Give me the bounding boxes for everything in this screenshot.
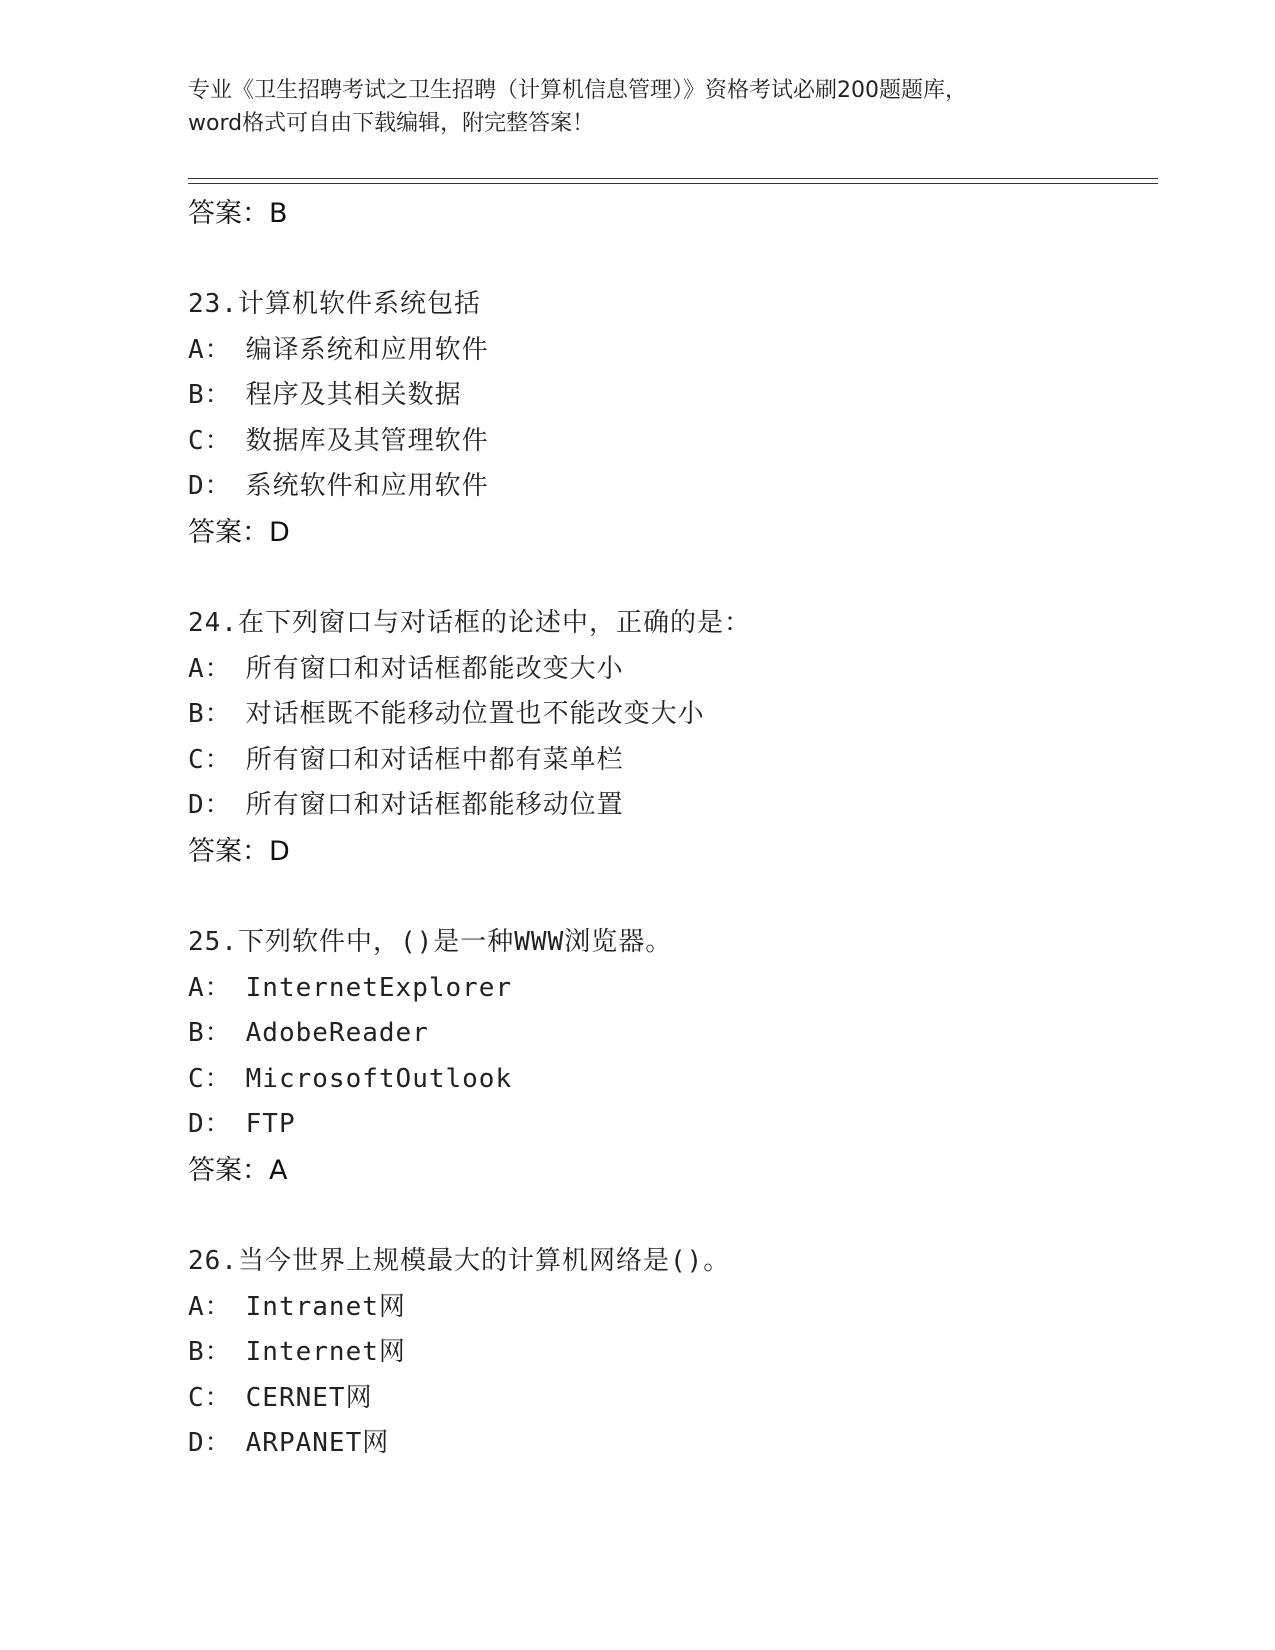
option-text: AdobeReader bbox=[245, 1018, 429, 1049]
option-text: 所有窗口和对话框中都有菜单栏 bbox=[245, 744, 624, 775]
option-letter: B： bbox=[188, 699, 232, 730]
answer-line-prev: 答案：B bbox=[188, 198, 288, 229]
option-text: Internet网 bbox=[245, 1337, 406, 1368]
question-23-option-b bbox=[188, 373, 1148, 419]
header-title-line-1: 专业《卫生招聘考试之卫生招聘（计算机信息管理）》资格考试必刷200题题库， bbox=[188, 78, 967, 103]
option-letter: C： bbox=[188, 1063, 232, 1094]
option-letter: A： bbox=[188, 972, 232, 1003]
question-24-option-b bbox=[188, 692, 1148, 738]
page-header bbox=[188, 74, 1088, 140]
question-26-option-d bbox=[188, 1421, 1148, 1467]
option-letter: C： bbox=[188, 1382, 232, 1413]
option-text: 所有窗口和对话框都能移动位置 bbox=[245, 790, 624, 821]
option-text: 程序及其相关数据 bbox=[245, 380, 462, 411]
spacer bbox=[188, 555, 1148, 601]
question-26-stem: 26.当今世界上规模最大的计算机网络是()。 bbox=[188, 1245, 731, 1276]
option-letter: B： bbox=[188, 380, 232, 411]
spacer bbox=[188, 874, 1148, 920]
option-text: 数据库及其管理软件 bbox=[245, 425, 489, 456]
option-text: CERNET网 bbox=[245, 1382, 373, 1413]
question-25-option-c bbox=[188, 1057, 1148, 1103]
spacer bbox=[188, 236, 1148, 282]
option-letter: B： bbox=[188, 1337, 232, 1368]
option-text: 系统软件和应用软件 bbox=[245, 471, 489, 502]
question-25-answer: 答案：A bbox=[188, 1154, 288, 1186]
question-24-option-a bbox=[188, 647, 1148, 693]
question-23-answer: 答案：D bbox=[188, 516, 290, 548]
question-24-answer: 答案：D bbox=[188, 835, 290, 867]
option-letter: A： bbox=[188, 653, 232, 684]
question-23-option-d bbox=[188, 464, 1148, 510]
header-divider-top bbox=[188, 178, 1158, 179]
question-26-option-c bbox=[188, 1376, 1148, 1422]
question-25-option-b bbox=[188, 1011, 1148, 1057]
question-23-stem: 23.计算机软件系统包括 bbox=[188, 289, 481, 319]
option-letter: D： bbox=[188, 1428, 232, 1459]
question-24-stem: 24.在下列窗口与对话框的论述中，正确的是： bbox=[188, 607, 751, 638]
header-title-line-2: word格式可自由下载编辑，附完整答案！ bbox=[188, 111, 595, 136]
option-text: 所有窗口和对话框都能改变大小 bbox=[245, 653, 624, 684]
option-letter: D： bbox=[188, 471, 232, 502]
question-24-option-d bbox=[188, 783, 1148, 829]
option-letter: C： bbox=[188, 744, 232, 775]
option-text: ARPANET网 bbox=[245, 1428, 390, 1459]
option-letter: A： bbox=[188, 334, 232, 365]
question-26-option-b bbox=[188, 1330, 1148, 1376]
spacer bbox=[188, 1193, 1148, 1239]
option-text: FTP bbox=[245, 1109, 296, 1140]
question-23-option-c bbox=[188, 419, 1148, 465]
header-divider-bottom bbox=[188, 183, 1158, 184]
option-text: MicrosoftOutlook bbox=[245, 1063, 513, 1094]
option-letter: C： bbox=[188, 425, 232, 456]
question-23-option-a bbox=[188, 328, 1148, 374]
question-list bbox=[188, 191, 1148, 1467]
option-letter: B： bbox=[188, 1018, 232, 1049]
question-24-option-c bbox=[188, 738, 1148, 784]
option-letter: D： bbox=[188, 790, 232, 821]
option-text: 对话框既不能移动位置也不能改变大小 bbox=[245, 699, 705, 730]
question-25-option-a bbox=[188, 966, 1148, 1012]
option-letter: A： bbox=[188, 1291, 232, 1322]
option-text: Intranet网 bbox=[245, 1291, 406, 1322]
option-text: 编译系统和应用软件 bbox=[245, 334, 489, 365]
question-26-option-a bbox=[188, 1285, 1148, 1331]
question-25-option-d bbox=[188, 1102, 1148, 1148]
option-letter: D： bbox=[188, 1109, 232, 1140]
option-text: InternetExplorer bbox=[245, 972, 513, 1003]
question-25-stem: 25.下列软件中，()是一种WWW浏览器。 bbox=[188, 926, 673, 957]
